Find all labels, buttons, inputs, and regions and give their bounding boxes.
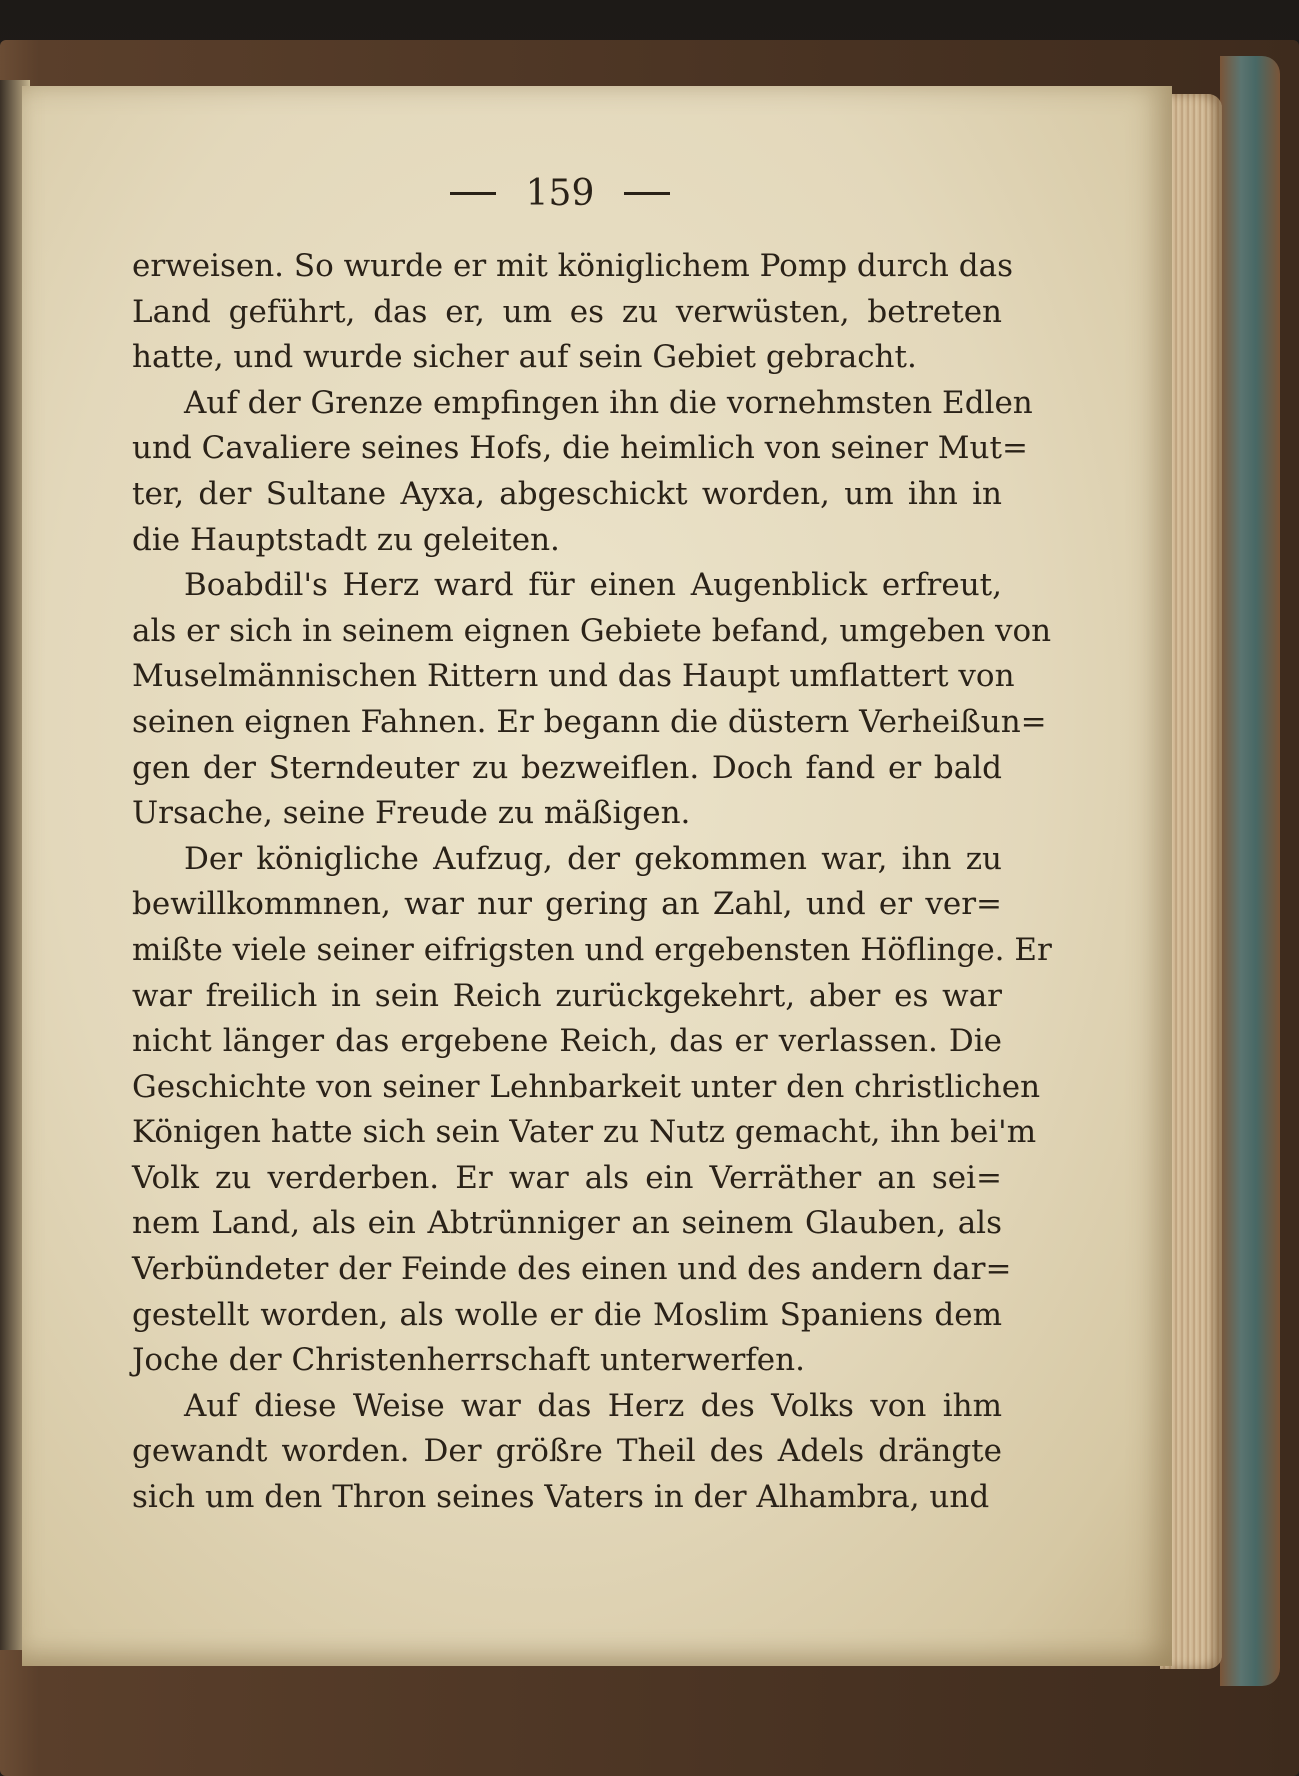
text-line: erweisen. So wurde er mit königlichem Pomp durch das: [132, 248, 1013, 284]
page-number: 159: [525, 172, 595, 214]
paragraph: [132, 837, 1052, 1384]
text-line: gewandt worden. Der größre Theil des Adels drängte: [132, 1433, 1002, 1470]
text-line: bewillkommnen, war nur gering an Zahl, und er ver=: [132, 886, 1002, 923]
text-line: Verbündeter der Feinde des einen und des andern dar=: [132, 1251, 1012, 1288]
book-spine-edge: [1220, 56, 1280, 1686]
text-line: Joche der Christenherrschaft unterwerfen.: [132, 1342, 805, 1379]
paragraph: [132, 381, 1033, 563]
text-line: sich um den Thron seines Vaters in der Alhambra, und: [132, 1479, 990, 1516]
paragraph: [132, 563, 1052, 837]
text-line: ter, der Sultane Ayxa, abgeschickt worden, um ihn in: [132, 475, 1002, 512]
text-line: hatte, und wurde sicher auf sein Gebiet gebracht.: [132, 339, 917, 376]
text-line: Volk zu verderben. Er war als ein Verräther an sei=: [132, 1159, 1002, 1196]
text-line: Land geführt, das er, um es zu verwüsten, betreten: [132, 293, 1002, 330]
header-dash-right: [624, 192, 670, 195]
text-line: Ursache, seine Freude zu mäßigen.: [132, 795, 691, 832]
text-line: Muselmännischen Rittern und das Haupt umflattert von: [132, 658, 1015, 695]
text-line: Geschichte von seiner Lehnbarkeit unter den christlichen: [132, 1068, 1041, 1105]
page-header: [430, 168, 690, 218]
text-line: Auf diese Weise war das Herz des Volks von ihm: [184, 1387, 1002, 1424]
body-text: [132, 244, 1052, 1521]
text-line: und Cavaliere seines Hofs, die heimlich von seiner Mut=: [132, 430, 1028, 467]
text-line: Auf der Grenze empfingen ihn die vornehmsten Edlen: [184, 384, 1033, 421]
text-line: als er sich in seinem eignen Gebiete befand, umgeben von: [132, 612, 1052, 649]
paragraph: [132, 244, 1013, 381]
text-line: gestellt worden, als wolle er die Moslim Spaniens dem: [132, 1296, 1002, 1333]
text-line: war freilich in sein Reich zurückgekehrt, aber es war: [132, 977, 1002, 1014]
text-line: Königen hatte sich sein Vater zu Nutz gemacht, ihn bei'm: [132, 1114, 1037, 1151]
text-line: die Hauptstadt zu geleiten.: [132, 521, 560, 558]
text-line: nem Land, als ein Abtrünniger an seinem Glauben, als: [132, 1205, 1002, 1242]
paragraph: [132, 1384, 1002, 1521]
text-line: Der königliche Aufzug, der gekommen war, ihn zu: [184, 840, 1002, 877]
text-line: nicht länger das ergebene Reich, das er verlassen. Die: [132, 1023, 1002, 1060]
text-line: Boabdil's Herz ward für einen Augenblick erfreut,: [184, 567, 1002, 604]
text-line: mißte viele seiner eifrigsten und ergebensten Höflinge. Er: [132, 931, 1052, 968]
text-line: gen der Sterndeuter zu bezweiflen. Doch fand er bald: [132, 749, 1002, 786]
text-line: seinen eignen Fahnen. Er begann die düstern Verheißun=: [132, 703, 1047, 740]
header-dash-left: [450, 192, 496, 195]
